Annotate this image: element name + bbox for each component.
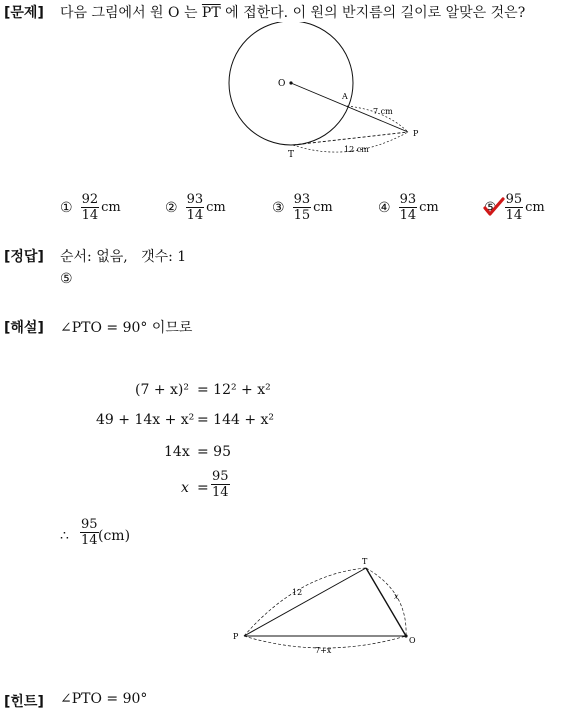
fig2-len-pt: 12 <box>292 588 303 597</box>
result-unit: (cm) <box>98 528 131 544</box>
equation-4-eq: = <box>197 480 209 496</box>
equation-2-lhs: 49 + 14x + x² <box>96 412 195 428</box>
choice-3[interactable] <box>272 192 333 223</box>
choice-fraction: $\frac{92}{14}$ <box>81 192 99 223</box>
choice-number: ⑤ <box>484 199 497 216</box>
equation-4-fraction: $\frac{95}{14}$ <box>212 469 229 500</box>
fig1-label-p: P <box>413 129 419 138</box>
therefore-symbol: ∴ <box>60 528 69 544</box>
choice-unit: cm <box>101 200 121 215</box>
fig1-label-o: O <box>278 79 286 89</box>
choice-fraction: $\frac{93}{14}$ <box>399 192 417 223</box>
answer-label: [정답] <box>4 249 44 265</box>
choice-number: ③ <box>272 199 285 216</box>
equation-1-lhs: (7 + x)² <box>135 382 189 398</box>
solution-label: [해설] <box>4 320 44 336</box>
choice-number: ② <box>165 199 178 216</box>
fig2-label-o: O <box>409 636 416 645</box>
answer-line: 순서: 없음, 갯수: 1 <box>60 249 187 265</box>
hint-text: ∠PTO = 90° <box>60 691 148 707</box>
choice-1[interactable] <box>60 192 121 223</box>
segment-pt: $\overline{PT}$ <box>201 5 221 21</box>
hint-label: [힌트] <box>4 694 44 710</box>
choice-unit: cm <box>525 200 545 215</box>
question-text <box>60 2 525 22</box>
fig1-len-tp: 12 cm <box>344 145 369 154</box>
fig1-label-a: A <box>342 92 348 101</box>
equation-3-rhs: = 95 <box>197 444 231 460</box>
equation-2-rhs: = 144 + x² <box>197 412 275 428</box>
choice-unit: cm <box>313 200 333 215</box>
question-label: [문제] <box>4 5 44 21</box>
answer-value: ⑤ <box>60 271 73 287</box>
question-text-before: 다음 그림에서 원 O 는 <box>60 5 202 21</box>
fig2-label-p: P <box>233 632 239 641</box>
fig2-len-po: 7+x <box>315 646 332 655</box>
choice-number: ① <box>60 199 73 216</box>
circle-figure <box>220 22 430 167</box>
equation-1-rhs: = 12² + x² <box>197 382 271 398</box>
triangle-figure <box>228 552 428 660</box>
solution-intro: ∠PTO = 90° 이므로 <box>60 320 193 336</box>
fig2-label-t: T <box>362 557 368 566</box>
choice-unit: cm <box>419 200 439 215</box>
choice-number: ④ <box>378 199 391 216</box>
question-text-after: 에 접한다. 이 원의 반지름의 길이로 알맞은 것은? <box>220 5 526 21</box>
choice-fraction: $\frac{93}{14}$ <box>186 192 204 223</box>
equation-3-lhs: 14x <box>164 444 190 460</box>
fig1-len-ap: 7 cm <box>373 107 393 116</box>
choice-fraction: $\frac{95}{14}$ <box>505 192 523 223</box>
checkmark-icon <box>483 197 505 217</box>
fig2-len-to: x <box>394 592 399 601</box>
result-fraction: $\frac{95}{14}$ <box>81 517 98 548</box>
fig1-label-t: T <box>288 150 295 160</box>
choice-2[interactable] <box>165 192 226 223</box>
choice-fraction: $\frac{93}{15}$ <box>293 192 311 223</box>
choice-4[interactable] <box>378 192 439 223</box>
equation-4-lhs: x <box>181 480 189 496</box>
choice-unit: cm <box>206 200 226 215</box>
